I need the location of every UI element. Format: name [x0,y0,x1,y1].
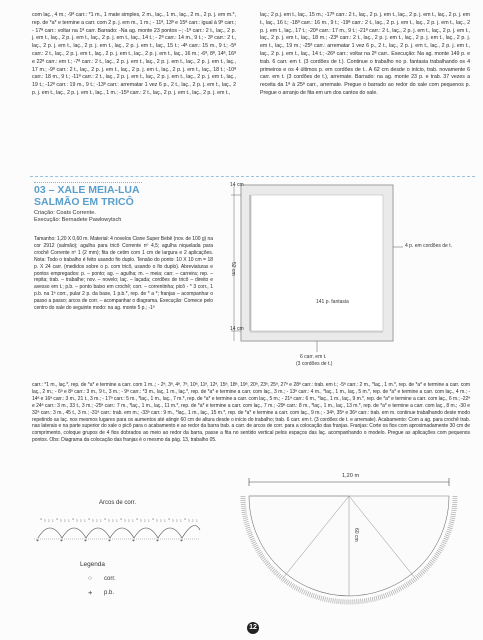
legend-label-sc: p.b. [104,590,115,596]
arc-stitch-number: 3 [60,518,62,523]
arc-stitch-number: 2 [64,518,66,523]
page-number: 12 [247,622,259,634]
arc-stitch-number: 3 [92,518,94,523]
arc-stitch-number: 1 [132,518,134,523]
arc-stitch-number: 3 [124,518,126,523]
arc-stitch-number: 1 [180,518,182,523]
arc-stitch-number: 4 [72,517,74,521]
svg-text:+: + [108,538,111,544]
arc-stitch-number: 1 [164,518,166,523]
arc-stitch-number: 4 [136,517,138,521]
arc-stitch-number: 3 [44,518,46,523]
arc-stitch-number: 1 [196,518,198,523]
execution-paragraph: carr.: *1 m., laç.*, rep. de *a* e termine a carr. com 1 m..; - 2ª, 3ª, 4ª, 7ª, 10ª, 11ª, 12ª, 15ª, 18ª, 19ª, 20ª, 23ª, 25ª, 27ª e 28ª carr.: trab. em t.; -5ª carr.: 2 m., *laç., 1 m.*, rep. de *a* e termine a carr. com laç., 2 m.; - 6ª e 8ª carr.: 3 m., 9 t., 3 m.; - 9ª carr.: *3 m., laç, 1 m., laç.*, rep. de *a* e termine a carr. com laç., 3 m.; - 13ª carr.: 4 m., *laç., 1 m., laç., 5 m.*, rep. de *a* e termine a carr. com laç., 4 m.; - 14ª e 16ª carr.: 3 m., 21 t., 3 m.; - 17ª carr.: 5 m., *laç., 1 m., laç., 7 m.*, rep. de *a* e termine a carr. com laç., 5 m.; - 21ª carr.: 6 m., *laç., 1 m., laç., 9 m.*, rep. de *a* e termine a carr. com laç., 6 m.; -22ª e 24ª carr.: 3 m., 33 t., 3 m.; -25ª carr.: 7 m., *laç., 1 m., laç., 11 m.*, rep. de *a* e termine a carr. com laç., 7 m.; -29ª carr.: 8 m., *laç., 1 m., laç., 13 m.*, rep. de *a* e termine a carr. com laç., 8 m.; -30 e 32ª carr.: 3 m., 45 t., 3 m.; -31ª carr.: trab. em m.; -33ª carr.: 9 m., *laç., 1 m., laç., 15 m.*, rep. de *a* e termine a carr. com laç., 9 m.; - 34ª, 35ª e 36ª carr.: trab. em m. continue trabalhando deste modo repetindo as laç. nos mesmos lugares para os aumentos até atingir 60 cm de altura desde o início do trabalho; trab. 6 carr. em t. (3 cordões de t. e arremate). Acabamento: Com a ag. para crochê trab. nas laterais e na parte superior do xale o picô para o acabamento e ao redor da barra trab. a carr. de arcos de corr. para a colocação das franjas. Franjas: Corte os fios com aproximadamente 30 cm de comprimento, coloque grupos de 4 fios dobrados ao meio ao redor da barra, passe a fita no sentido vertical pelos espaços das laç. acompanhando o modelo. Pregue as aplicações com pequenos pontos. Obs: Diagrama da colocação das franjas é o mesmo da pág. 13, trabalho 05. [32,382,470,444]
arc-stitch-number: 3 [156,518,158,523]
arc-stitch-number: 4 [152,517,154,521]
dim-52cm: 52 cm [230,262,236,276]
arc-stitch-number: 2 [128,518,130,523]
arc-stitch-number: 2 [96,518,98,523]
legend-title: Legenda [80,561,105,568]
svg-text:+: + [36,538,39,544]
shawl-layout-diagram [228,180,468,380]
arc-stitch-number: 2 [192,518,194,523]
svg-text:+: + [60,538,63,544]
arc-stitch-number: 4 [104,517,106,521]
legend-label-chain: corr. [104,576,116,582]
arc-stitch-number: 2 [176,518,178,523]
arc-stitch-number: 1 [100,518,102,523]
arcs-label: Arcos de corr. [99,500,137,506]
arcs-diagram [32,512,202,552]
arc-stitch-number: 2 [144,518,146,523]
project-title-line2: SALMÃO EM TRICÔ [34,195,134,208]
arc-stitch-number: 1 [68,518,70,523]
dim-14cm-top: 14 cm [230,182,244,188]
arc-stitch-number: 1 [52,518,54,523]
svg-text:+: + [84,538,87,544]
shawl-border-inner [251,195,383,331]
arc-stitch-number: 4 [56,517,58,521]
arc-stitch-number: 3 [172,518,174,523]
svg-text:+: + [132,538,135,544]
svg-text:+: + [180,538,183,544]
arc-stitch-number: 1 [148,518,150,523]
arc-stitch-number: 2 [160,518,162,523]
creation-credit: Criação: Coats Corrente. [34,210,96,216]
arc-stitch-number: 3 [76,518,78,523]
width-label: 1,20 m [342,473,360,479]
arc-stitch-number: 2 [48,518,50,523]
materials-column: Tamanho: 1,20 X 0,60 m. Material: 4 novelos Cisne Super Bebê (nov. de 100 g) na cor 2912 (salmão); agulha para tricô Corrente nº 4,5; agulha niquelada para crochê Corrente nº 1 (2 mm); fita de cetim com 1 cm de largura e 2 aplicações. Nota: Todo o trabalho é feito usando fio duplo. Tensão do ponto: 10 X 10 cm = 18 p. X 24 carr. (medidos sobre o p. com tricô, usando o fio duplo). Abreviaturas e pontos empregados: p. – ponto; ag. – agulha; m. – meia; carr. – carreira; rep. – repita; trab. – trabalhe; nov. – novelo; laç. – laçada; cordões de tricô – direito e avesso em t.; p.b. – ponto baixo em crochê; corr. – correntinha; picô - * 3 corr., 1 p.b. na 1ª corr., pular 2 p. da base, 1 p.b.*, rep. de * a *; franjas – acompanhar o passo a passo; arcos de corr. – acompanhar o diagrama. Execução: Comece pelo centro do xale do seguinte modo: na ag. monte 5 p.; -1ª [34,236,213,312]
arc-stitch-number: 4 [88,517,90,521]
top-right-column: laç.; 2 p.j. em t., laç., 15 m.; -17ª carr.: 2 t., laç., 2 p. j. em t., laç., 2 p. j. em t., laç., 2 p. j. em t., laç., 16 t.; -18ª carr.: 16 m., 9 t.; -19ª carr.: 2 t., laç., 2 p. j. em t., laç., 2 p. j. em t., laç., 2 p. j. em t., laç., 17 t.; -20ª carr.: 17 m., 9 t.; -21ª carr.: 2 t., laç., 2 p. j. em t., laç., 2 p. j. em t., laç., 2 p. j. em t., laç., 18 m.; -23ª carr.: 2 t., laç., 2 p. j. em t., laç., 2 p. j. em t., laç., 2 p. j. em t., laç., 19 m.; -25ª carr.: arrematar 1 vez 6 p., 2 t., laç., 2 p. j. em t., laç., 2 p. j. em t., laç., 2 p. j. em t., laç., 14 t.; -26ª carr.: voltar na 2ª carr.. Execução: Na ag. monte 149 p. e trab. 6 carr. em t. (3 cordões de t.). Continue o trabalho no p. fantasia trabalhando os 4 primeiros e os 4 últimos p. em cordões de t.. A 62 cm desde o início, trab. novamente 6 carr. em t. (3 cordões de t.), arremate. Barrado: na ag. monte 23 p. e trab. 37 vezes a receita da 1ª à 25ª carr., arremate. Pregue o barrado ao redor do xale com pequenos p. Pregue o arranjo de fita em um dos cantos do xale. [260,12,470,96]
arc-stitch-number: 2 [80,518,82,523]
arc-stitch-number: 4 [184,517,186,521]
section-divider [30,176,475,177]
project-title-line1: 03 – XALE MEIA-LUA [34,184,140,196]
arc-stitch-number: 3 [188,518,190,523]
half-moon-diagram [235,466,467,614]
arc-stitch-number: 1 [116,518,118,523]
bottom-label-2: (3 cordões de t.) [296,361,333,367]
side-label: 4 p. em cordões de t. [405,243,452,249]
arc-stitch-number: 3 [108,518,110,523]
arc-stitch-number: 3 [140,518,142,523]
svg-text:+: + [156,538,159,544]
arc-stitch-number: 4 [168,517,170,521]
bottom-label-1: 6 carr. em t. [300,354,327,360]
top-left-column: com laç., 4 m.; -9ª carr.: *1 m., 1 mate simples, 2 m., laç., 1 m., laç., 2 m., 2 p. j. em m.*, rep. de *a* e termine a carr. com 2 p. j. em m., 1 m.; - 11ª, 13ª e 15ª carr.: igual à 9ª carr.; - 17ª carr.: voltar na 1ª carr. Barrado: -Na ag. monte 23 pontos –; -1ª carr.: 2 t., laç., 2 p. j. em t., laç., 2 p. j. em t., laç., 2 p. j. em t., laç., 14 t.; - 2ª carr.: 14 m., 9 t.; - 3ª carr.: 2 t., laç., 2 p. j. em t., laç., 2 p. j. em t., laç., 2 p. j. em t., laç., 15 t.; -4ª carr.: 15 m., 9 t.; -5ª carr.: 2 t., laç., 2 p. j. em t., laç., 2 p. j. em t., laç., 2 p. j. em t., laç., 16 m.; -6ª, 8ª, 14ª, 16ª e 22ª carr.: em t.; -7ª carr.: 2 t., laç., 2 p. j. em t., laç., 2 p. j. em t., laç., 2 p. j. em t., laç., 17 m.; -9ª carr.: 2 t., laç., 2 p. j. em t., laç., 2 p. j. em t., laç., 2 p. j. em t., laç., 18 t.; -10ª carr.: 18 m., 9 t.; -11ª carr.: 2 t., laç., 2 p. j. em t., laç., 2 p. j. em t., laç., 2 p. j. em t., laç., 19 t.; -12ª carr.: 19 m., 9 t.; -13ª carr.: arrematar 1 vez 6 p., 2 t., laç., 2 p. j. em t., laç., 2 p. j. em t., laç., 2 p. j. em t., laç., 1 m.; -15ª carr.: 2 t., laç., 2 p. j. em t., laç., 2 p. j. em t., [32,12,236,96]
center-label: 141 p. fantasia [316,299,349,305]
arc-stitch-number: 2 [112,518,114,523]
height-label: 60 cm [353,528,359,542]
arc-stitch-number: 1 [84,518,86,523]
legend-symbol-sc: + [88,588,93,597]
legend-symbol-chain: ○ [88,575,92,582]
execution-credit: Execução: Bernadete Pawlowytsch [34,217,122,223]
arc-stitch-number: 4 [120,517,122,521]
arc-stitch-number: 4 [40,517,42,521]
dim-14cm-bottom: 14 cm [230,326,244,332]
project-title [34,185,140,208]
